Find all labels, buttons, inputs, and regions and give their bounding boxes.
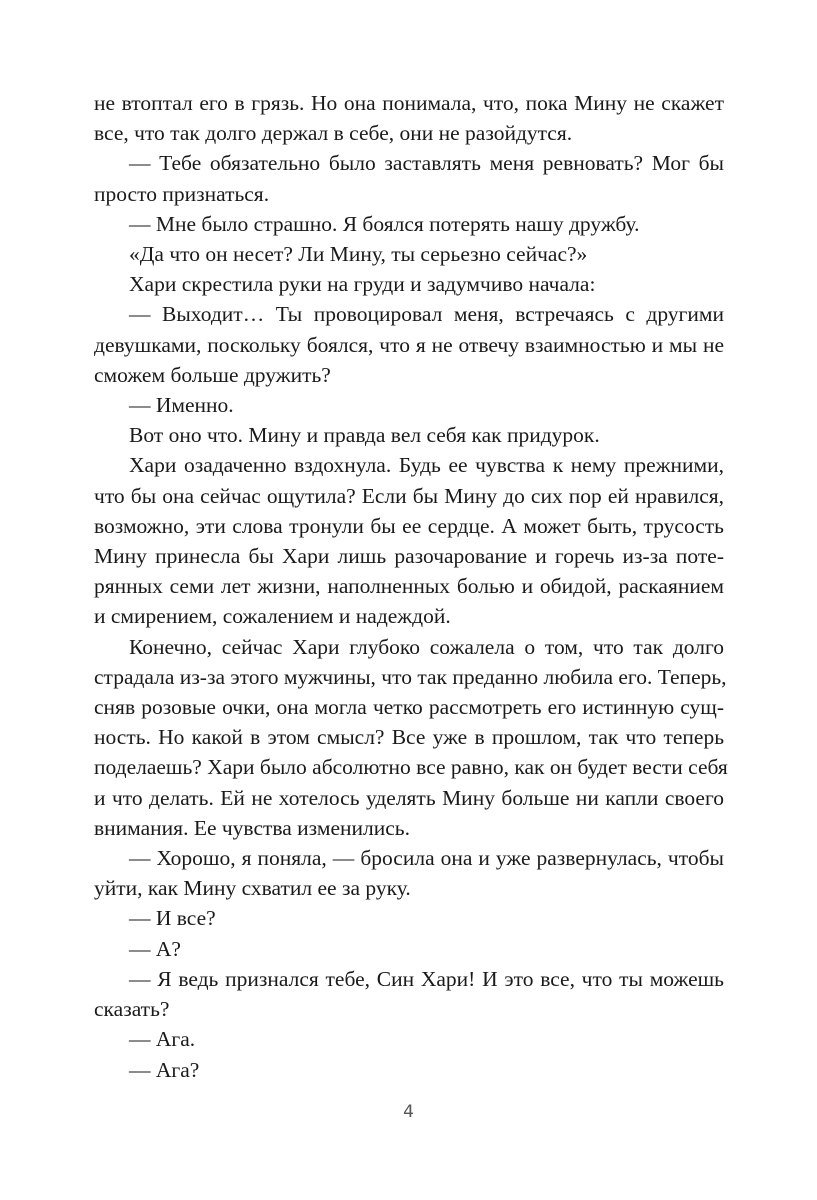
text-line: внимания. Ее чувства изменились. — [94, 815, 410, 840]
text-line: все, что так долго держал в себе, они не разойдутся. — [94, 121, 573, 146]
text-line: рянных семи лет жизни, наполненных болью и обидой, раскаянием — [94, 574, 724, 599]
text-line: — Ага? — [129, 1057, 200, 1082]
text-line: — Тебе обязательно было заставлять меня ревновать? Мог бы — [129, 151, 724, 176]
text-line: — Хорошо, я поняла, — бросила она и уже развернулась, чтобы — [129, 846, 724, 871]
text-line: — Выходит… Ты провоцировал меня, встречаясь с другими — [129, 302, 724, 327]
body-text — [94, 88, 728, 1085]
text-line: и смирением, сожалением и надеждой. — [94, 604, 451, 629]
page-number: 4 — [403, 1102, 414, 1122]
text-line: поделаешь? Хари было абсолютно все равно, как он будет вести себя — [94, 755, 728, 780]
text-line: уйти, как Мину схватил ее за руку. — [94, 876, 411, 901]
text-line: Хари озадаченно вздохнула. Будь ее чувства к нему прежними, — [129, 453, 724, 478]
text-line: Вот оно что. Мину и правда вел себя как придурок. — [129, 423, 600, 448]
text-line: ность. Но какой в этом смысл? Все уже в прошлом, так что теперь — [94, 725, 724, 750]
text-line: девушками, поскольку боялся, что я не отвечу взаимностью и мы не — [94, 332, 724, 357]
text-line: — Именно. — [129, 393, 234, 418]
text-line: Мину принесла бы Хари лишь разочарование и горечь из-за поте- — [94, 544, 724, 569]
text-line: Конечно, сейчас Хари глубоко сожалела о том, что так долго — [129, 634, 724, 659]
text-line: не втоптал его в грязь. Но она понимала, что, пока Мину не скажет — [94, 91, 724, 115]
text-line: Хари скрестила руки на груди и задумчиво начала: — [129, 272, 596, 297]
text-line: сняв розовые очки, она могла четко рассмотреть его истинную сущ- — [94, 695, 724, 720]
text-line: — А? — [129, 936, 181, 961]
text-line: — Я ведь признался тебе, Син Хари! И это все, что ты можешь — [129, 966, 724, 991]
text-line: просто признаться. — [94, 181, 270, 206]
text-line: — Ага. — [129, 1027, 196, 1052]
text-line: и что делать. Ей не хотелось уделять Мину больше ни капли своего — [94, 785, 724, 810]
text-line: сможем больше дружить? — [94, 362, 331, 387]
text-line: — Мне было страшно. Я боялся потерять нашу дружбу. — [129, 211, 640, 236]
text-line: сказать? — [94, 997, 170, 1022]
text-line: возможно, эти слова тронули бы ее сердце. А может быть, трусость — [94, 513, 724, 538]
text-line: страдала из-за этого мужчины, что так преданно любила его. Теперь, — [94, 664, 727, 689]
text-line: «Да что он несет? Ли Мину, ты серьезно сейчас?» — [129, 242, 588, 267]
text-line: что бы она сейчас ощутила? Если бы Мину до сих пор ей нравился, — [94, 483, 724, 508]
text-line: — И все? — [129, 906, 216, 931]
